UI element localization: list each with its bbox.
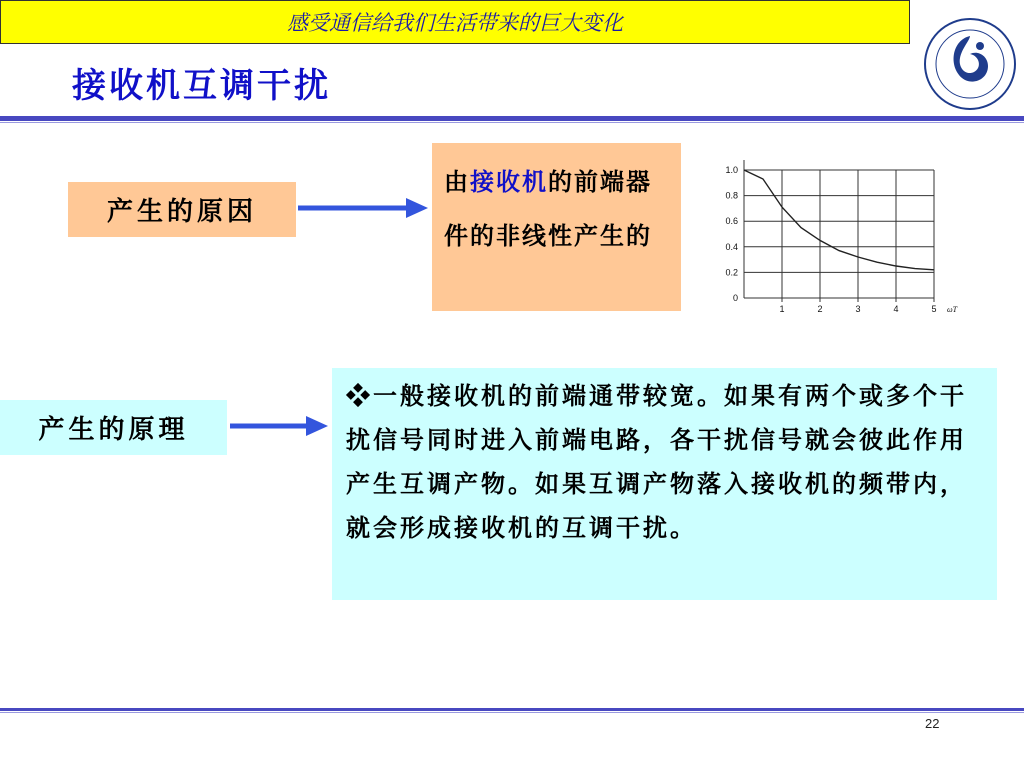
x-tick-label: 2 xyxy=(817,304,823,314)
cause-text-highlight: 接收机 xyxy=(470,167,548,196)
y-tick-label: 0 xyxy=(732,293,738,303)
cause-text-suffix: 的前端器件的非线性产生的 xyxy=(444,167,652,250)
banner-text: 感受通信给我们生活带来的巨大变化 xyxy=(287,11,623,35)
y-tick-label: 0.4 xyxy=(725,241,738,252)
principle-label: 产生的原理 xyxy=(38,415,189,445)
footer-rule-thin xyxy=(0,712,1024,713)
footer-rule xyxy=(0,708,1024,711)
series-line xyxy=(744,170,934,270)
bullet-icon: ❖ xyxy=(346,381,373,410)
header-rule-thin xyxy=(0,122,1024,123)
cause-label: 产生的原因 xyxy=(106,197,257,227)
principle-arrow-icon xyxy=(228,411,332,441)
y-tick-label: 1.0 xyxy=(725,165,738,175)
header-rule xyxy=(0,116,1024,121)
x-tick-label: 5 xyxy=(931,304,937,314)
cause-text-box xyxy=(432,143,681,311)
x-tick-label: 3 xyxy=(855,304,861,314)
university-logo xyxy=(922,16,1018,112)
principle-text: 一般接收机的前端通带较宽。如果有两个或多个干扰信号同时进入前端电路，各干扰信号就会彼此作用产生互调产物。如果互调产物落入接收机的频带内，就会形成接收机的互调干扰。 xyxy=(346,381,967,542)
x-tick-label: 4 xyxy=(893,304,899,314)
principle-label-box xyxy=(0,400,227,455)
x-axis-label: ωT xyxy=(946,305,958,314)
x-tick-label: 1 xyxy=(779,304,785,314)
cause-arrow-icon xyxy=(296,193,432,223)
page-number: 22 xyxy=(925,716,940,731)
top-banner xyxy=(0,0,910,44)
slide-title: 接收机互调干扰 xyxy=(72,66,331,106)
y-tick-label: 0.8 xyxy=(725,190,738,201)
cause-text-prefix: 由 xyxy=(444,167,470,196)
y-tick-label: 0.6 xyxy=(725,216,738,227)
y-tick-label: 0.2 xyxy=(725,267,738,278)
principle-text-box xyxy=(332,368,997,600)
response-chart xyxy=(706,152,972,322)
cause-label-box xyxy=(68,182,296,237)
